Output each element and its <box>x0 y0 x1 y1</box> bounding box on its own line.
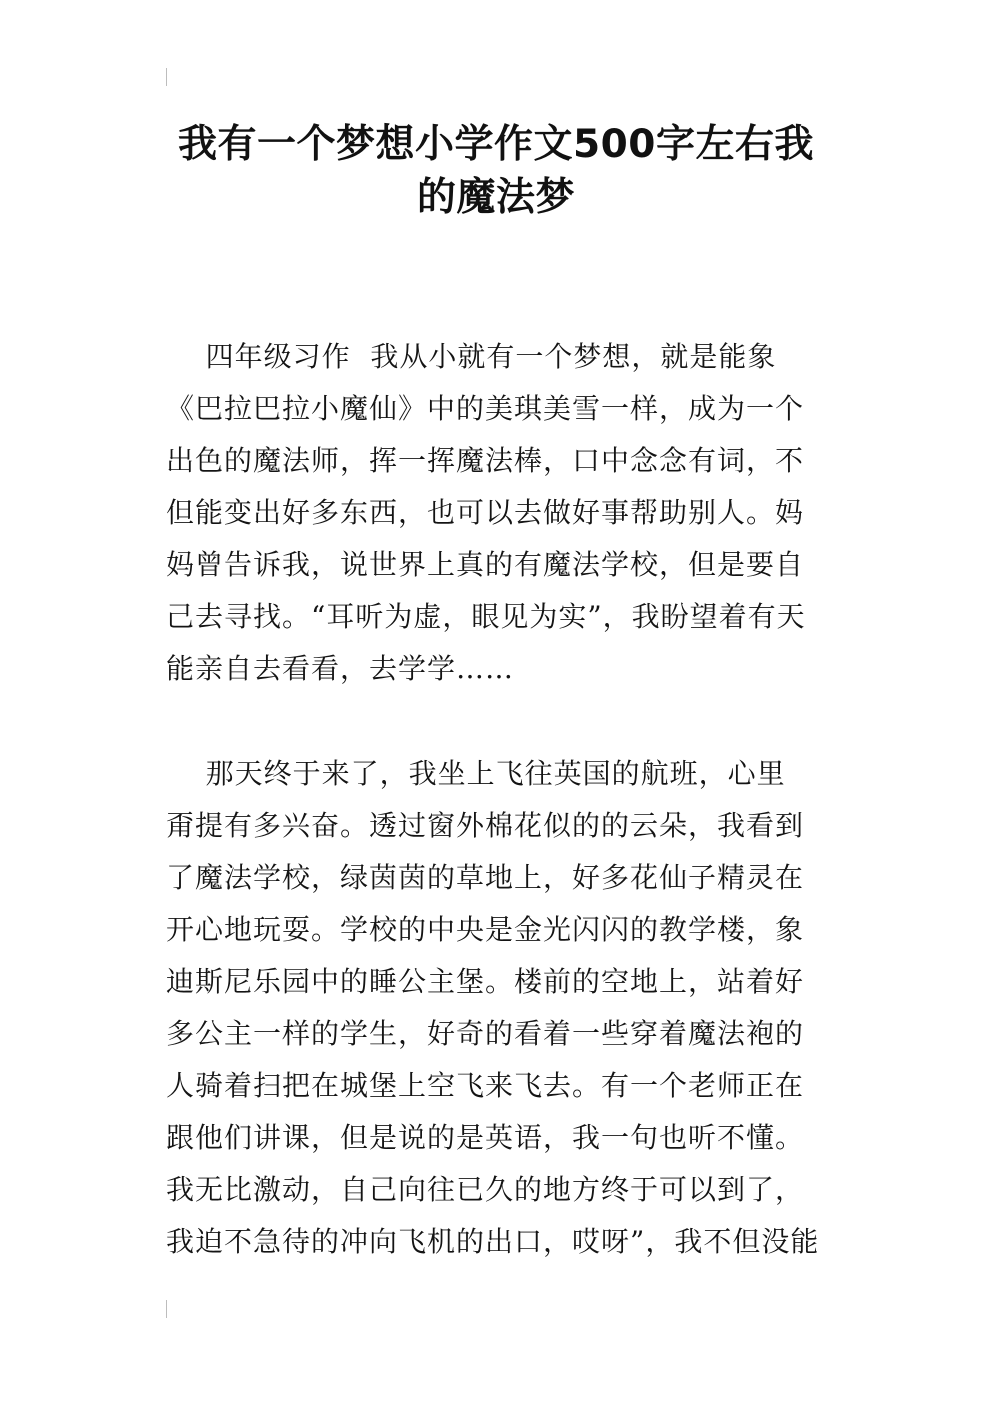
text-line: 甭提有多兴奋。透过窗外棉花似的的云朵，我看到 <box>166 809 805 842</box>
paragraph-1 <box>166 331 831 695</box>
text-line: 妈曾告诉我，说世界上真的有魔法学校，但是要自 <box>166 548 805 581</box>
text-line: 我无比激动，自己向往已久的地方终于可以到了， <box>166 1173 805 1206</box>
title-line: 我有一个梦想小学作文500字左右我 <box>178 122 814 167</box>
crop-mark-bottom <box>166 1300 167 1318</box>
text-line: 但能变出好多东西，也可以去做好事帮助别人。妈 <box>166 496 805 529</box>
document-title <box>150 118 842 224</box>
paragraph-2 <box>166 748 831 1268</box>
text-line: 人骑着扫把在城堡上空飞来飞去。有一个老师正在 <box>166 1069 805 1102</box>
text-line: 那天终于来了，我坐上飞往英国的航班，心里 <box>166 757 786 790</box>
crop-mark-top <box>166 68 167 86</box>
text-line: 开心地玩耍。学校的中央是金光闪闪的教学楼，象 <box>166 913 805 946</box>
text-line: 四年级习作 我从小就有一个梦想，就是能象 <box>166 340 777 373</box>
text-line: 《巴拉巴拉小魔仙》中的美琪美雪一样，成为一个 <box>166 392 805 425</box>
text-line: 多公主一样的学生，好奇的看着一些穿着魔法袍的 <box>166 1017 805 1050</box>
text-line: 能亲自去看看，去学学…… <box>166 652 515 685</box>
text-line: 跟他们讲课，但是说的是英语，我一句也听不懂。 <box>166 1121 805 1154</box>
text-line: 迪斯尼乐园中的睡公主堡。楼前的空地上，站着好 <box>166 965 805 998</box>
title-line: 的魔法梦 <box>416 175 575 220</box>
text-line: 我迫不急待的冲向飞机的出口，哎呀”，我不但没能 <box>166 1225 820 1258</box>
text-line: 出色的魔法师，挥一挥魔法棒，口中念念有词，不 <box>166 444 805 477</box>
text-line: 了魔法学校，绿茵茵的草地上，好多花仙子精灵在 <box>166 861 805 894</box>
text-line: 己去寻找。“耳听为虚，眼见为实”，我盼望着有天 <box>166 600 806 633</box>
